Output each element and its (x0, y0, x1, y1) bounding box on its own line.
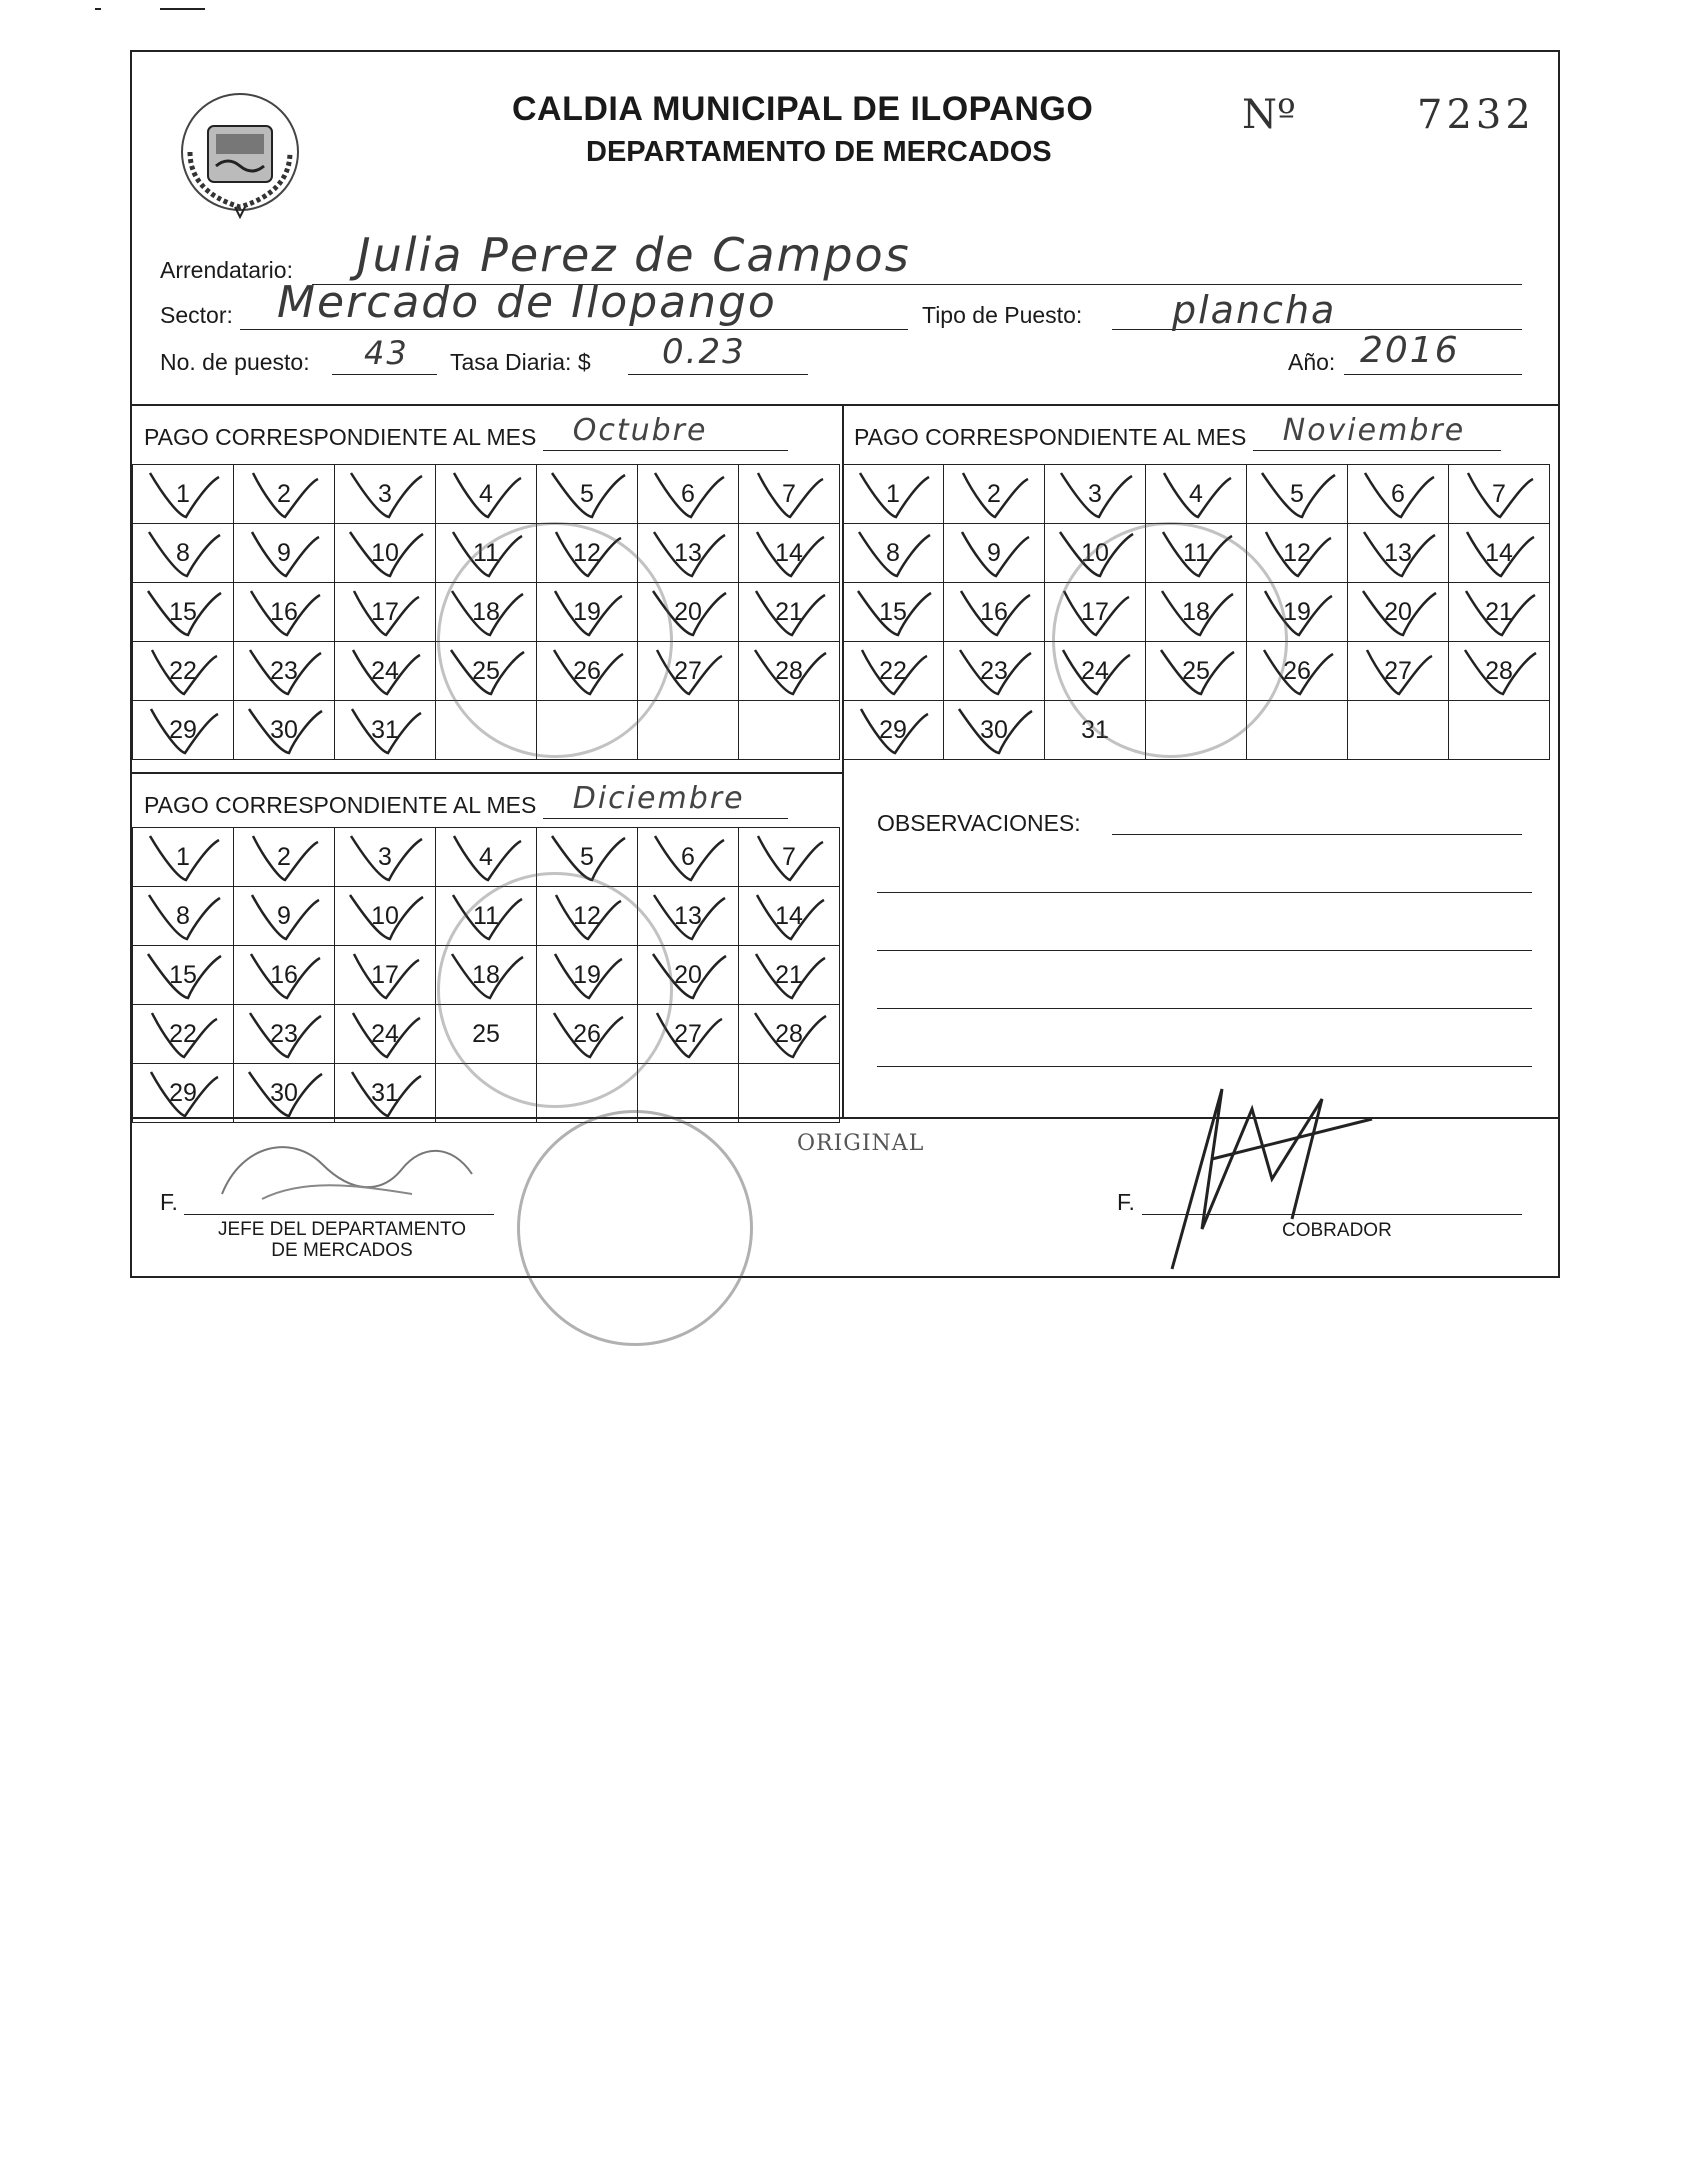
firma-cobrador-label: F. (1117, 1189, 1135, 1215)
day-cell (234, 583, 335, 642)
day-cell (739, 583, 840, 642)
day-cell (944, 583, 1045, 642)
day-number: 1 (886, 479, 900, 508)
day-number: 24 (371, 1019, 399, 1048)
day-cell (234, 1064, 335, 1123)
form-subtitle: DEPARTAMENTO DE MERCADOS (586, 136, 1052, 168)
arrendatario-value: Julia Perez de Campos (357, 228, 911, 282)
observaciones-line (877, 950, 1532, 951)
day-cell (1348, 701, 1449, 760)
day-number: 27 (1384, 656, 1412, 685)
observaciones-line (877, 1066, 1532, 1067)
day-cell (1449, 524, 1550, 583)
day-cell (1449, 583, 1550, 642)
day-cell (335, 887, 436, 946)
day-number: 16 (980, 597, 1008, 626)
month-name: Noviembre (1282, 413, 1466, 448)
day-number: 24 (1081, 656, 1109, 685)
day-cell (1348, 465, 1449, 524)
day-number: 17 (371, 960, 399, 989)
day-cell (133, 1005, 234, 1064)
day-number: 9 (277, 901, 291, 930)
day-row (133, 828, 840, 887)
day-cell (133, 524, 234, 583)
municipal-stamp (437, 522, 673, 758)
day-cell (133, 828, 234, 887)
observaciones-label: OBSERVACIONES: (877, 810, 1081, 836)
day-number: 23 (270, 1019, 298, 1048)
day-cell (638, 701, 739, 760)
numero-value: 7232 (1417, 92, 1535, 138)
day-number: 7 (1492, 479, 1506, 508)
anio-line (1344, 374, 1522, 375)
crop-mark (160, 8, 205, 10)
day-number: 26 (1283, 656, 1311, 685)
day-cell (133, 701, 234, 760)
day-cell (843, 465, 944, 524)
day-cell (843, 583, 944, 642)
day-number: 18 (472, 597, 500, 626)
day-cell (739, 701, 840, 760)
day-cell (234, 887, 335, 946)
anio-label: Año: (1288, 349, 1336, 375)
day-number: 18 (472, 960, 500, 989)
day-number: 21 (1485, 597, 1513, 626)
day-cell (739, 524, 840, 583)
day-cell (843, 642, 944, 701)
day-cell (133, 946, 234, 1005)
municipal-seal-icon (170, 82, 310, 222)
day-cell (436, 465, 537, 524)
day-cell (335, 583, 436, 642)
day-number: 25 (1182, 656, 1210, 685)
day-number: 25 (472, 656, 500, 685)
day-cell (133, 1064, 234, 1123)
day-number: 5 (580, 479, 594, 508)
original-mark: ORIGINAL (797, 1131, 925, 1156)
day-number: 10 (1081, 538, 1109, 567)
form-footer (132, 1117, 1558, 1282)
day-number: 12 (573, 901, 601, 930)
jefe-signature-icon (202, 1124, 502, 1214)
day-cell (739, 1064, 840, 1123)
day-cell (133, 642, 234, 701)
month-name: Octubre (572, 413, 708, 448)
cobrador-caption: COBRADOR (1282, 1220, 1392, 1241)
firma-jefe-line (184, 1214, 494, 1215)
day-row (133, 465, 840, 524)
day-number: 3 (378, 479, 392, 508)
day-number: 19 (573, 597, 601, 626)
form-header (132, 52, 1558, 406)
day-cell (335, 828, 436, 887)
day-number: 16 (270, 597, 298, 626)
day-cell (1348, 583, 1449, 642)
day-number: 28 (775, 656, 803, 685)
observaciones-line (877, 892, 1532, 893)
day-cell (1045, 465, 1146, 524)
tasa-label: Tasa Diaria: $ (450, 349, 591, 375)
day-number: 8 (176, 538, 190, 567)
day-number: 26 (573, 656, 601, 685)
crop-mark (95, 8, 101, 10)
day-cell (739, 1005, 840, 1064)
day-number: 2 (277, 842, 291, 871)
day-number: 2 (987, 479, 1001, 508)
day-cell (133, 887, 234, 946)
day-cell (234, 1005, 335, 1064)
day-number: 13 (674, 538, 702, 567)
day-number: 14 (775, 901, 803, 930)
day-number: 6 (681, 479, 695, 508)
firma-jefe-label: F. (160, 1189, 178, 1215)
day-number: 28 (775, 1019, 803, 1048)
tasa-value: 0.23 (662, 332, 746, 372)
day-cell (335, 701, 436, 760)
municipal-stamp (1052, 522, 1288, 758)
day-number: 15 (169, 597, 197, 626)
tipo-puesto-label: Tipo de Puesto: (922, 302, 1083, 328)
day-cell (638, 465, 739, 524)
day-cell (739, 946, 840, 1005)
sector-label: Sector: (160, 302, 233, 328)
day-number: 21 (775, 597, 803, 626)
day-cell (739, 828, 840, 887)
municipal-stamp (517, 1110, 753, 1346)
observaciones-line (877, 1008, 1532, 1009)
sector-value: Mercado de Ilopango (277, 277, 777, 328)
market-payment-form (130, 50, 1560, 1278)
day-cell (1348, 524, 1449, 583)
sector-line (240, 329, 908, 330)
day-cell (843, 701, 944, 760)
day-number: 2 (277, 479, 291, 508)
day-number: 4 (479, 842, 493, 871)
day-number: 27 (674, 1019, 702, 1048)
day-number: 17 (371, 597, 399, 626)
puesto-label: No. de puesto: (160, 349, 310, 375)
numero-label: Nº (1242, 92, 1296, 138)
day-number: 26 (573, 1019, 601, 1048)
day-number: 18 (1182, 597, 1210, 626)
municipal-stamp (437, 872, 673, 1108)
day-number: 20 (674, 960, 702, 989)
day-number: 30 (270, 1078, 298, 1107)
day-cell (1449, 701, 1550, 760)
day-number: 7 (782, 842, 796, 871)
day-number: 15 (879, 597, 907, 626)
day-cell (234, 828, 335, 887)
day-number: 8 (176, 901, 190, 930)
day-row (843, 465, 1550, 524)
month-name: Diciembre (572, 781, 745, 816)
day-number: 8 (886, 538, 900, 567)
day-number: 23 (270, 656, 298, 685)
day-number: 29 (169, 715, 197, 744)
day-number: 12 (573, 538, 601, 567)
row-divider (132, 772, 842, 774)
day-number: 23 (980, 656, 1008, 685)
day-cell (335, 1064, 436, 1123)
day-number: 12 (1283, 538, 1311, 567)
day-cell (234, 946, 335, 1005)
day-cell (335, 465, 436, 524)
day-number: 30 (980, 715, 1008, 744)
day-number: 19 (573, 960, 601, 989)
day-number: 11 (473, 901, 499, 930)
day-number: 9 (987, 538, 1001, 567)
day-cell (133, 465, 234, 524)
observaciones-line (1112, 834, 1522, 835)
day-number: 13 (674, 901, 702, 930)
day-number: 11 (473, 538, 499, 567)
day-number: 1 (176, 842, 190, 871)
day-number: 16 (270, 960, 298, 989)
day-number: 15 (169, 960, 197, 989)
jefe-caption-line2: DE MERCADOS (271, 1240, 413, 1261)
day-number: 20 (1384, 597, 1412, 626)
day-cell (944, 642, 1045, 701)
day-cell (1348, 642, 1449, 701)
day-number: 24 (371, 656, 399, 685)
day-cell (843, 524, 944, 583)
jefe-caption (192, 1219, 492, 1261)
form-title: CALDIA MUNICIPAL DE ILOPANGO (512, 90, 1094, 128)
day-cell (335, 642, 436, 701)
day-number: 6 (1391, 479, 1405, 508)
day-cell (335, 946, 436, 1005)
day-cell (739, 465, 840, 524)
day-cell (335, 524, 436, 583)
day-number: 4 (479, 479, 493, 508)
day-number: 10 (371, 538, 399, 567)
cobrador-signature-icon (1142, 1079, 1382, 1279)
day-cell (234, 701, 335, 760)
day-cell (1247, 465, 1348, 524)
day-cell (944, 701, 1045, 760)
day-number: 31 (371, 715, 399, 744)
day-cell (1146, 465, 1247, 524)
day-number: 6 (681, 842, 695, 871)
day-number: 1 (176, 479, 190, 508)
jefe-caption-line1: JEFE DEL DEPARTAMENTO (217, 1219, 467, 1240)
day-cell (234, 465, 335, 524)
day-number: 22 (879, 656, 907, 685)
day-cell (335, 1005, 436, 1064)
day-cell (739, 642, 840, 701)
day-cell (133, 583, 234, 642)
day-number: 28 (1485, 656, 1513, 685)
day-number: 4 (1189, 479, 1203, 508)
day-cell (944, 524, 1045, 583)
day-number: 30 (270, 715, 298, 744)
day-number: 22 (169, 1019, 197, 1048)
day-cell (234, 524, 335, 583)
day-number: 7 (782, 479, 796, 508)
day-number: 20 (674, 597, 702, 626)
month-label: PAGO CORRESPONDIENTE AL MES (144, 424, 537, 450)
day-number: 13 (1384, 538, 1412, 567)
puesto-line (332, 374, 437, 375)
day-number: 3 (1088, 479, 1102, 508)
day-cell (537, 465, 638, 524)
arrendatario-label: Arrendatario: (160, 257, 293, 283)
day-number: 19 (1283, 597, 1311, 626)
day-number: 3 (378, 842, 392, 871)
day-cell (1449, 465, 1550, 524)
day-number: 14 (1485, 538, 1513, 567)
tasa-line (628, 374, 808, 375)
day-cell (234, 642, 335, 701)
day-cell (1449, 642, 1550, 701)
form-number (1242, 92, 1535, 138)
day-cell (638, 828, 739, 887)
day-number: 14 (775, 538, 803, 567)
month-label: PAGO CORRESPONDIENTE AL MES (144, 792, 537, 818)
day-number: 27 (674, 656, 702, 685)
day-number: 17 (1081, 597, 1109, 626)
day-cell (739, 887, 840, 946)
day-number: 25 (472, 1019, 500, 1048)
day-number: 5 (580, 842, 594, 871)
day-number: 29 (169, 1078, 197, 1107)
day-number: 10 (371, 901, 399, 930)
day-number: 11 (1183, 538, 1209, 567)
day-number: 31 (1081, 715, 1109, 744)
column-divider (842, 404, 844, 1117)
month-label: PAGO CORRESPONDIENTE AL MES (854, 424, 1247, 450)
day-number: 5 (1290, 479, 1304, 508)
day-number: 29 (879, 715, 907, 744)
day-number: 9 (277, 538, 291, 567)
day-number: 22 (169, 656, 197, 685)
day-cell (944, 465, 1045, 524)
anio-value: 2016 (1360, 330, 1460, 371)
tipo-puesto-value: plancha (1172, 288, 1337, 332)
day-number: 21 (775, 960, 803, 989)
day-number: 31 (371, 1078, 399, 1107)
puesto-value: 43 (364, 334, 409, 372)
